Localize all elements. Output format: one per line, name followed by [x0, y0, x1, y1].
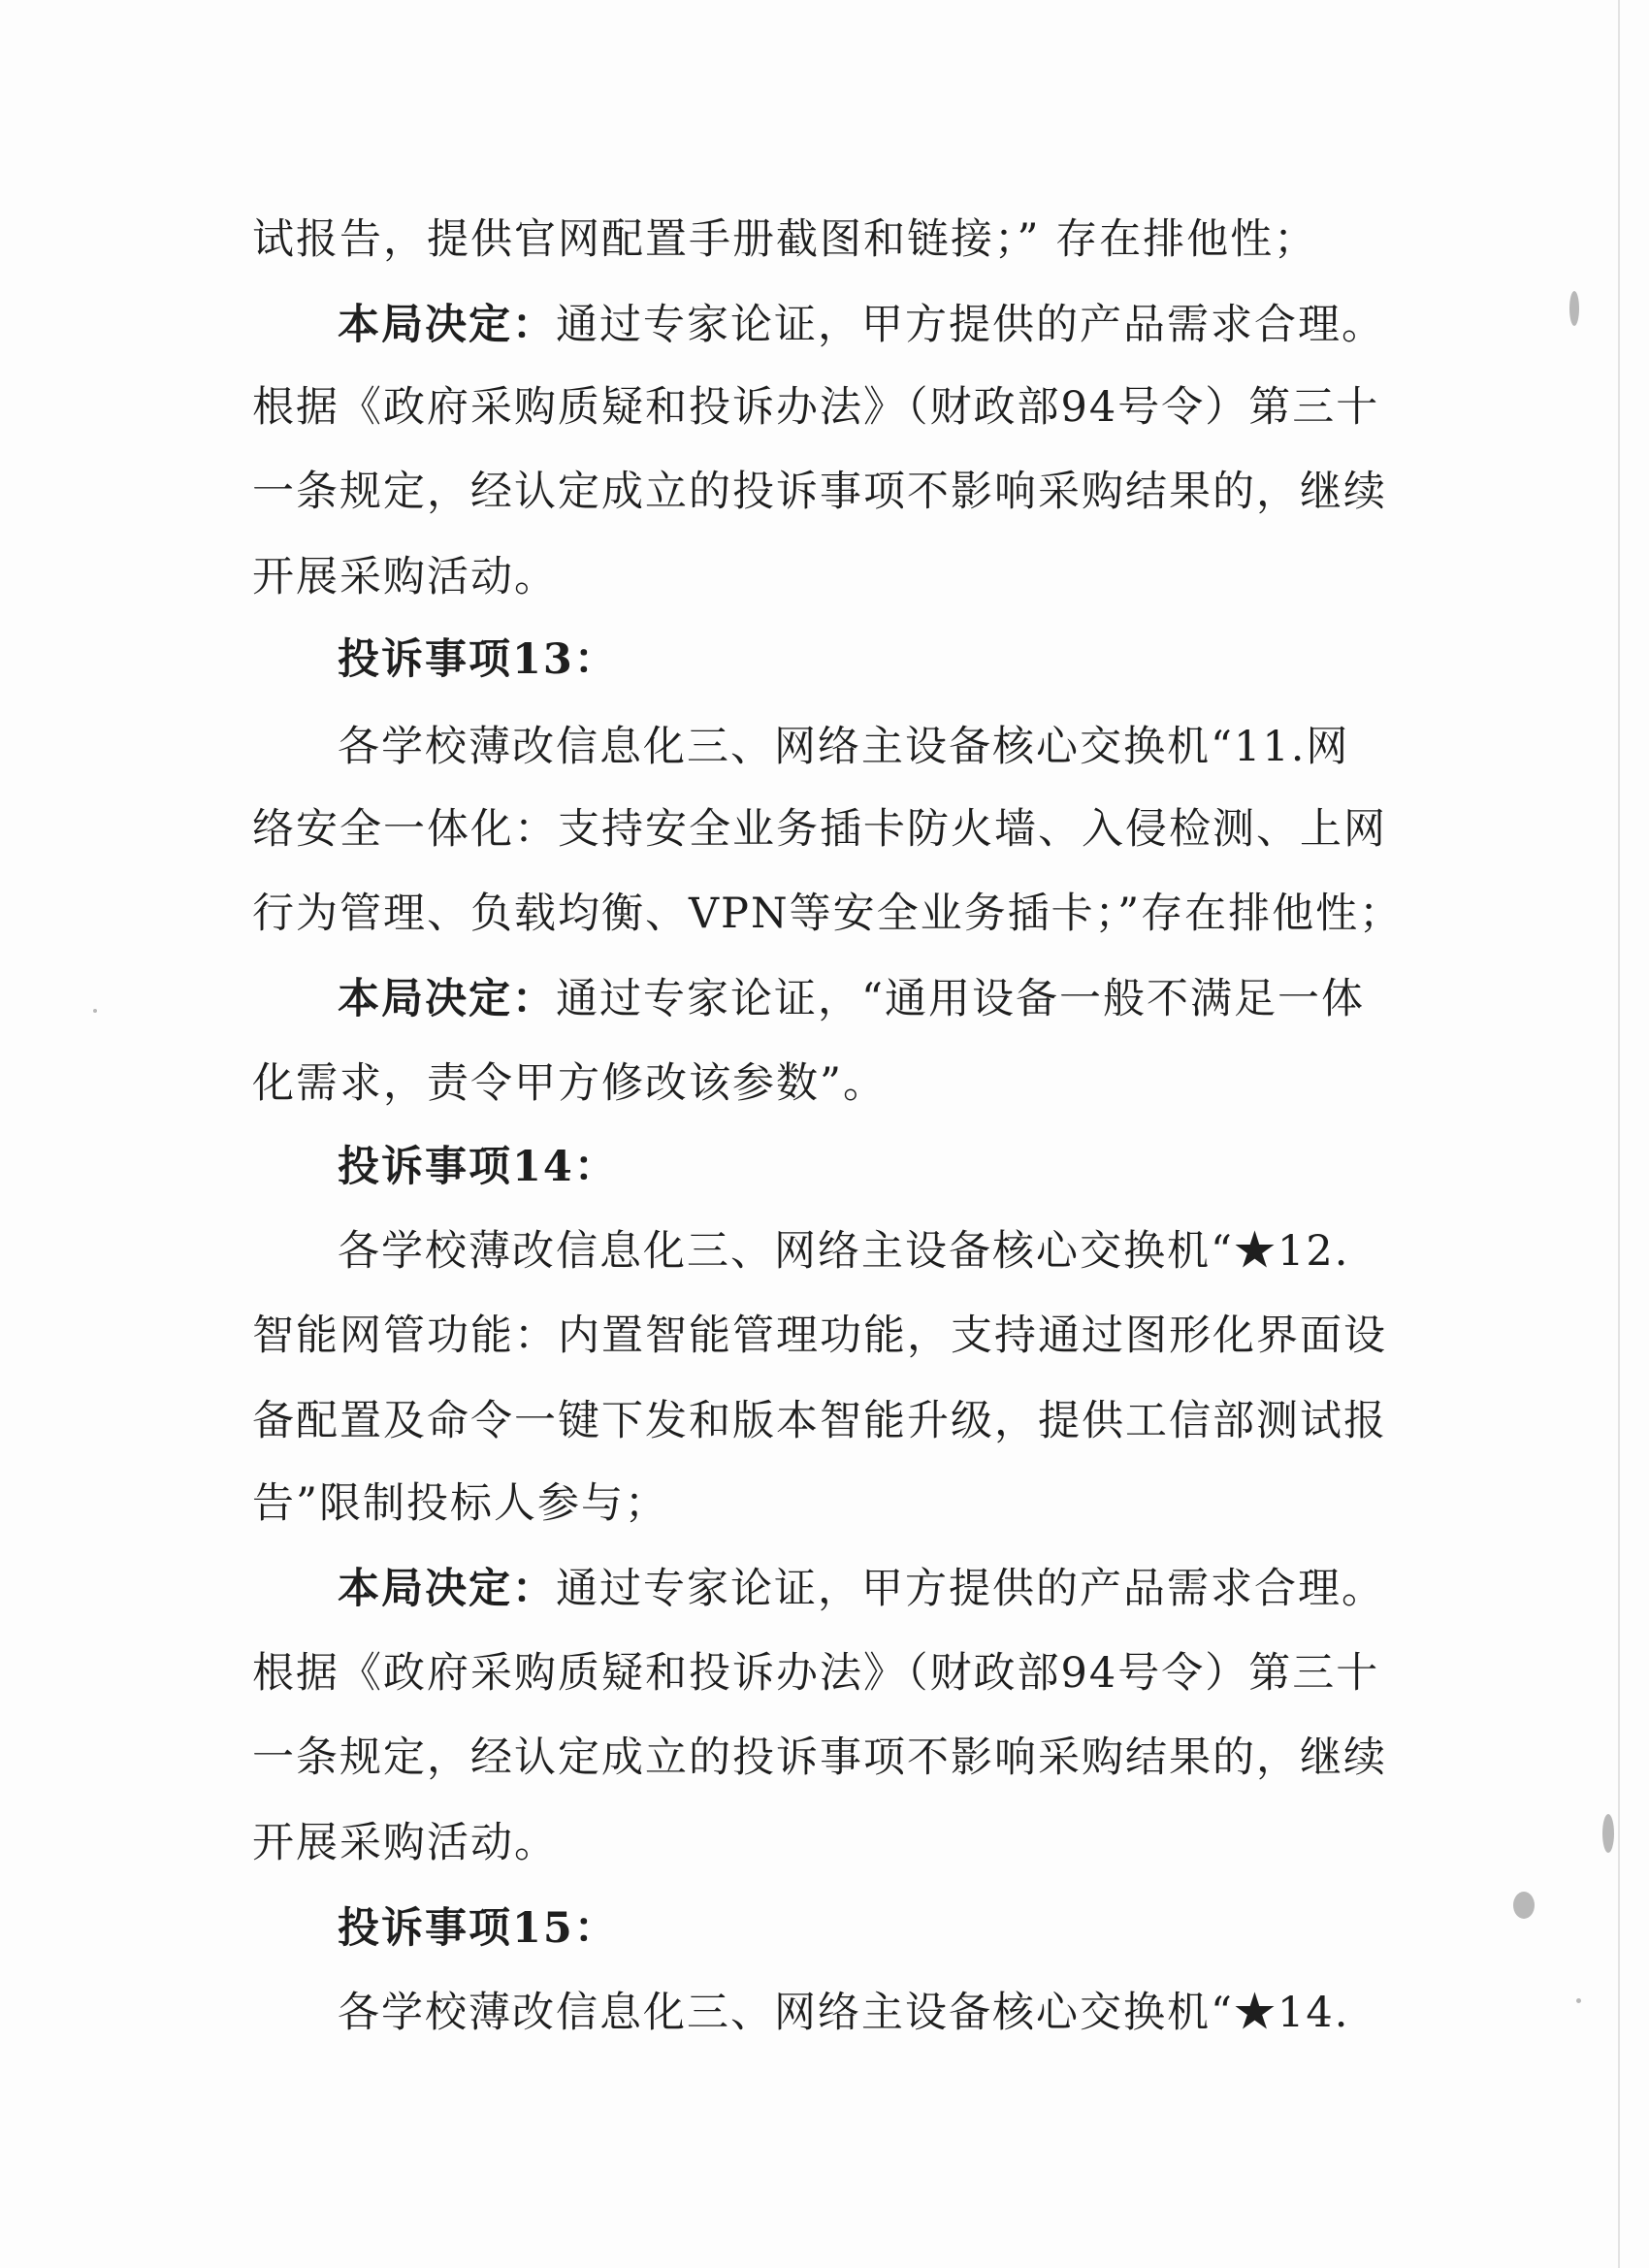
decision-label: 本局决定：: [338, 1565, 556, 1613]
scan-speck: [1513, 1892, 1535, 1919]
item-heading: 投诉事项14：: [338, 1143, 618, 1191]
text-line: 行为管理、负载均衡、VPN等安全业务插卡；”存在排他性；: [252, 890, 1404, 938]
text-line: 一条规定，经认定成立的投诉事项不影响采购结果的，继续: [252, 1733, 1387, 1782]
decision-line: [338, 965, 1368, 1033]
decision-text: 通过专家论证，甲方提供的产品需求合理。: [556, 301, 1385, 349]
text-line: 络安全一体化：支持安全业务插卡防火墙、入侵检测、上网: [252, 805, 1387, 854]
decision-line: [338, 291, 1385, 359]
decision-label: 本局决定：: [338, 975, 556, 1023]
text-line: 试报告，提供官网配置手册截图和链接；” 存在排他性；: [252, 215, 1318, 264]
decision-text: 通过专家论证，“通用设备一般不满足一体: [556, 975, 1365, 1023]
scan-edge: [1618, 0, 1620, 2268]
text-line: 各学校薄改信息化三、网络主设备核心交换机“★14.: [338, 1989, 1350, 2037]
text-line: 告”限制投标人参与；: [252, 1479, 668, 1528]
scan-speck: [93, 1009, 97, 1013]
text-line: 各学校薄改信息化三、网络主设备核心交换机“★12.: [338, 1227, 1350, 1276]
scan-speck: [1569, 291, 1579, 326]
decision-text: 通过专家论证，甲方提供的产品需求合理。: [556, 1565, 1385, 1613]
text-line: 各学校薄改信息化三、网络主设备核心交换机“11.网: [338, 723, 1350, 771]
text-line: 一条规定，经认定成立的投诉事项不影响采购结果的，继续: [252, 468, 1387, 516]
scan-speck: [1602, 1814, 1614, 1853]
item-heading: 投诉事项13：: [338, 635, 618, 684]
text-line: 智能网管功能：内置智能管理功能，支持通过图形化界面设: [252, 1312, 1387, 1360]
item-heading: 投诉事项15：: [338, 1904, 618, 1953]
text-line: 备配置及命令一键下发和版本智能升级，提供工信部测试报: [252, 1397, 1387, 1445]
decision-line: [338, 1555, 1385, 1623]
text-line: 根据《政府采购质疑和投诉办法》（财政部94号令）第三十: [252, 383, 1380, 432]
decision-label: 本局决定：: [338, 301, 556, 349]
text-line: 开展采购活动。: [252, 1819, 558, 1867]
text-line: 开展采购活动。: [252, 553, 558, 601]
text-line: 根据《政府采购质疑和投诉办法》（财政部94号令）第三十: [252, 1649, 1380, 1698]
text-line: 化需求，责令甲方修改该参数”。: [252, 1059, 887, 1108]
scan-speck: [1576, 1998, 1581, 2003]
